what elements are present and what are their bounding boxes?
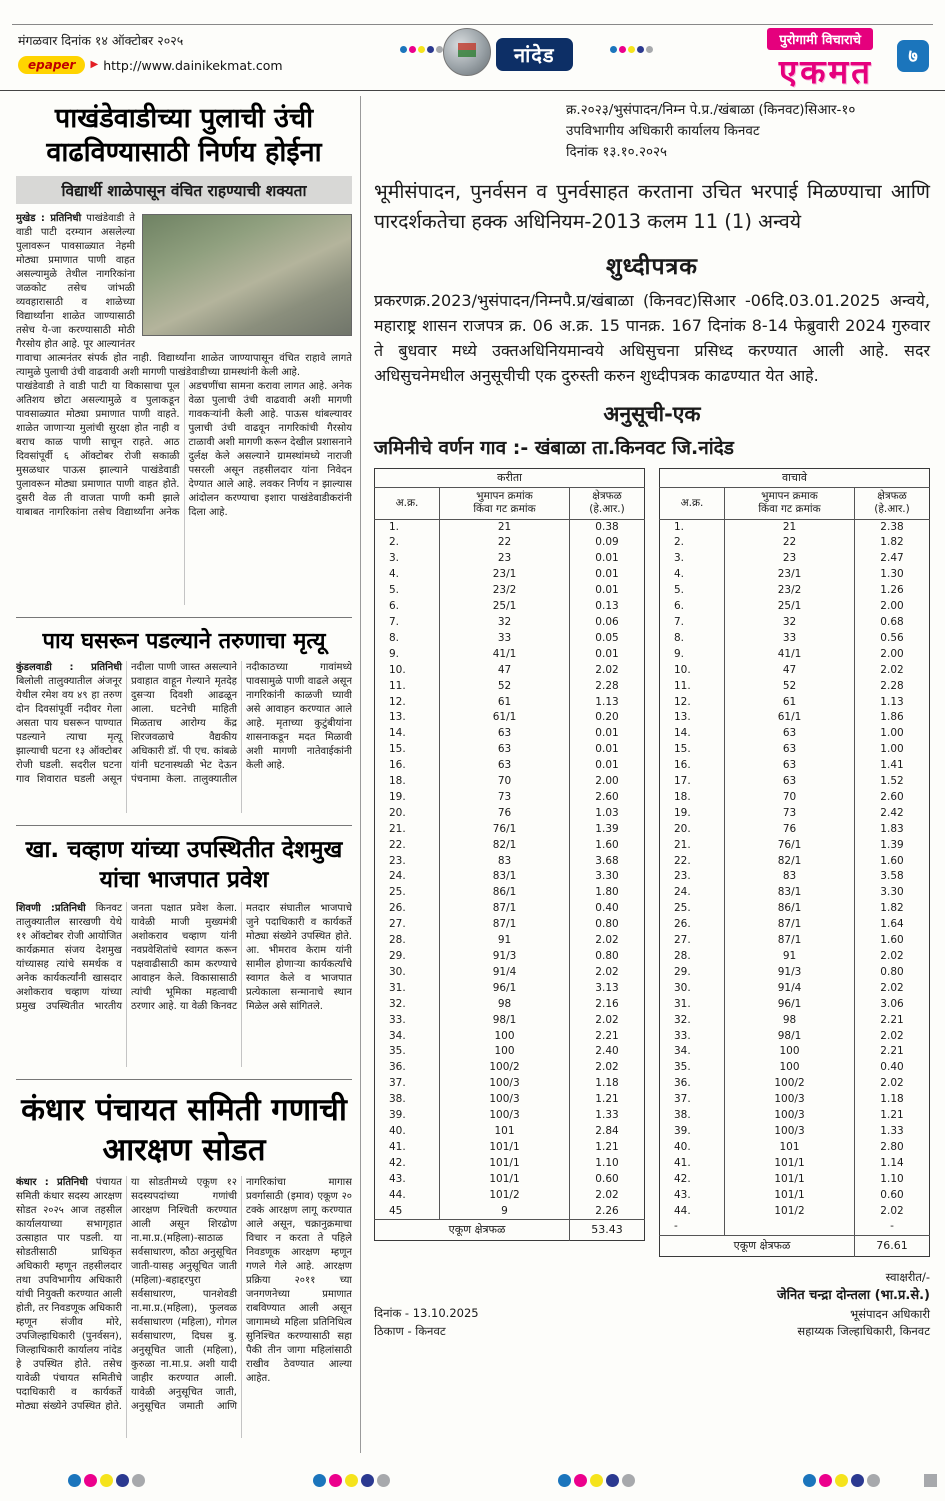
left-column: [16, 100, 352, 1450]
color-dot: [646, 46, 653, 53]
brand-tagline: पुरोगामी विचाराचे: [767, 28, 873, 50]
color-dot: [590, 1474, 603, 1487]
legal-notice: [374, 100, 930, 1340]
page-number-badge: ७: [897, 40, 929, 72]
notice-paragraph: प्रकरणक्र.2023/भुसंपादन/निम्नपै.प्र/खंबाळा (किनवट)सिआर -06दि.03.01.2025 अन्वये, महाराष्ट्र शासन राजपत्र क्र. 06 अ.क्र. 15 पानक्र. 167 दिनांक 8-14 फेब्रुवारी 2024 गुरुवार ते बुधवार मध्ये उक्तअधिनियमान्वये अधिसुचना प्रसिध्द करण्यात आली आहे. सदर अधिसुचनेमधील अनुसूचीची एक दुरुस्ती करुन शुध्दीपत्रक काढण्यात येत आहे.: [374, 291, 930, 385]
article-lead-text: पाखंडेवाडी ते वाडी पाटी दरम्यान असलेल्या पुलावरून पावसाळ्यात नेहमी मोठ्या प्रमाणात पाणी वाहत असल्यामुळे तेथील नागरिकांना जळकोट तसेच जांभळी व्यवहारासाठी व शाळेच्या विद्यार्थ्यांना शाळेत जाण्यासाठी तसेच ये-जा करण्यासाठी मोठी गैरसोय होत आहे. पूर आल्यानंतर गावाचा आत्मनंतर संपर्क होत नाही. विद्यार्थ्यांना शाळेत जाण्यापासून वंचित राहावे लागते त्यामुळे पुलाची उंची वाढवावी अशी मागणी पाखंडेवाडीच्या ग्रामस्थांनी केली आहे.: [16, 212, 352, 378]
schedule-title: अनुसूची-एक: [603, 402, 701, 427]
notice-reference-block: [566, 100, 930, 163]
article-text: पंचायत समिती कंधार सदस्य आरक्षण सोडत २०२५ आज तहसील कार्यालयाच्या सभागृहात उत्साहात पार पडली. या सोडतीसाठी प्राधिकृत अधिकारी म्हणून तहसीलदार तथा उपविभागीय अधिकारी यांची नियुक्ती करण्यात आली होती, तर निवडणूक अधिकारी म्हणून संजीव मोरे, उपजिल्हाधिकारी (पुनर्वसन), जिल्हाधिकारी कार्यालय नांदेड हे उपस्थित होते. तसेच यावेळी पंचायत समितीचे पदाधिकारी व कार्यकर्ते मोठ्या संख्येने उपस्थित होते. या सोडतीमध्ये एकूण १२ सदस्यपदांच्या गणांची आरक्षण निश्चिती करण्यात आली असून शिरढोण ना.मा.प्र.(महिला)-साठाळ सर्वसाधारण, कौठा अनुसूचित जाती-यासह अनुसूचित जाती (महिला)-बहाद्दरपुरा सर्वसाधारण, पानशेवडी ना.मा.प्र.(महिला), फुलवळ सर्वसाधारण (महिला), गोगल सर्वसाधारण, दिघस बु. अनुसूचित जाती (महिला), कुरुळा ना.मा.प्र. अशी यादी जाहीर करण्यात आली. यावेळी अनुसूचित जाती, अनुसूचित जमाती आणि नागरिकांचा मागास प्रवर्गासाठी (इमाव) एकूण २० टक्के आरक्षण लागू करण्यात आले असून, चक्रानुक्रमाचा विचार न करता ते पहिले निवडणूक आरक्षण म्हणून गणले गेले आहे. आरक्षण प्रक्रिया २०११ च्या जनगणनेच्या प्रमाणात राबविण्यात आली असून जागामध्ये महिला प्रतिनिधित्व सुनिश्चित करण्यासाठी सहा पैकी तीन जागा महिलांसाठी राखीव ठेवण्यात आल्या आहेत.: [16, 1177, 352, 1413]
color-dot: [409, 46, 416, 53]
color-dot: [610, 46, 617, 53]
color-dot: [427, 46, 434, 53]
color-dot: [803, 1474, 816, 1487]
color-dot: [819, 1474, 832, 1487]
color-dot: [313, 1474, 326, 1487]
color-dot: [619, 46, 626, 53]
signatory-role: भूसंपादन अधिकारी: [850, 1306, 930, 1321]
article-headline: कंधार पंचायत समिती गणाची आरक्षण सोडत: [21, 1091, 347, 1169]
color-dot: [132, 1474, 145, 1487]
notice-ref-line: उपविभागीय अधिकारी कार्यालय किनवट: [566, 122, 760, 139]
signatory-name: जेनित चन्द्रा दोन्तला (भा.प्र.से.): [776, 1288, 930, 1304]
color-dot: [558, 1474, 571, 1487]
color-dot: [84, 1474, 97, 1487]
color-dot: [637, 46, 644, 53]
registration-marks: [558, 1474, 635, 1487]
header-color-dots-right: [610, 46, 653, 53]
color-dot: [361, 1474, 374, 1487]
byline: कंधार : प्रतिनिधी: [16, 1177, 88, 1189]
color-dot: [329, 1474, 342, 1487]
article-text: बिलोली तालुक्यातील अंजनूर येथील रमेश वय ४९ हा तरुण दोन दिवसांपूर्वी नदीवर गेला असता पाय घसरून पाण्यात पडल्याने त्याचा मृत्यू झाल्याची घटना १३ ऑक्टोबर रोजी घडली. सदरील घटना गाव शिवारात घडली असून नदीला पाणी जास्त असल्याने प्रवाहात वाहून गेल्याने मृतदेह दुसऱ्या दिवशी आढळून आला. घटनेची माहिती मिळताच आरोग्य केंद्र शिरजवळाचे वैद्यकीय अधिकारी डॉ. पी एच. कांबळे यांनी घटनास्थळी भेट देऊन पंचनामा केला. तालुक्यातील नदीकाठच्या गावांमध्ये पावसामुळे पाणी वाढले असून नागरिकांनी काळजी घ्यावी असे आवाहन करण्यात आले आहे. मृताच्या कुटुंबीयांना शासनाकडून मदत मिळावी अशी मागणी नातेवाईकांनी केली आहे.: [16, 662, 352, 785]
article-text: किनवट तालुक्यातील सारखणी येथे ११ ऑक्टोबर रोजी आयोजित कार्यक्रमात संजय देशमुख यांच्यासह त्यांचे समर्थक व अनेक कार्यकर्त्यांनी खासदार अशोकराव चव्हाण यांच्या प्रमुख उपस्थितीत भारतीय जनता पक्षात प्रवेश केला. यावेळी माजी मुख्यमंत्री अशोकराव चव्हाण यांनी नवप्रवेशितांचे स्वागत करून पक्षवाढीसाठी काम करण्याचे आवाहन केले. विकासासाठी त्यांची भूमिका महत्वाची ठरणार आहे. या वेळी किनवट मतदार संघातील भाजपाचे जुने पदाधिकारी व कार्यकर्ते मोठ्या संख्येने उपस्थित होते. आ. भीमराव केराम यांनी सामील होणाऱ्या कार्यकर्त्यांचे स्वागत केले व भाजपात प्रत्येकाला सन्मानाचे स्थान मिळेल असे सांगितले.: [16, 902, 352, 1012]
color-dot: [606, 1474, 619, 1487]
article-body: [16, 902, 352, 1067]
color-dot: [377, 1474, 390, 1487]
color-dot: [851, 1474, 864, 1487]
article-headline: खा. चव्हाण यांच्या उपस्थितीत देशमुख यांचा भाजपात प्रवेश: [25, 837, 343, 893]
signatory-role: सहाय्यक जिल्हाधिकारी, किनवट: [797, 1324, 930, 1339]
notice-ref-line: दिनांक १३.१०.२०२५: [566, 143, 668, 160]
color-dot: [628, 46, 635, 53]
table-vachave: वाचावे अ.क्र. भुमापन क्रमाक किंवा गट क्रमांक क्षेत्रफळ (हे.आर.) 1. 21 2.38 2. 22 1.82 3. 23 2.47 4. 23/1 1.30 5. 23/2 1.26 6. 25/1 2.00 7. 32 0.68 8. 33 0.56 9. 41/1 2.00 10. 47 2.02 11. 52 2.28 12. 61 1.13 13. 61/1 1.86 14. 63 1.00 15. 63 1.00 16. 63 1.41 17. 63 1.52 18. 70 2.60 19. 73 2.42 20. 76 1.83 21. 76/1 1.39 22. 82/1 1.60 23. 83 3.58 24. 83/1 3.30 25. 86/1 1.82 26. 87/1 1.64 27. 87/1 1.60 28. 91 2.02 29. 91/3 0.80 30. 91/4 2.02 31. 96/1 3.06 32. 98 2.21 33. 98/1 2.02 34. 100 2.21 35. 100 0.40 36. 100/2 2.02 37. 100/3 1.18 38. 100/3 1.21 39. 100/3 1.33 40. 101 2.80 41. 101/1 1.14 42. 101/1 1.10 43. 101/1 0.60 44. 101/2 2.02 - - एकूण क्षेत्रफळ 76.61: [659, 468, 930, 1257]
byline: शिवणी :प्रतिनिधी: [16, 902, 86, 914]
notice-footer: [374, 1269, 930, 1340]
color-dot: [436, 46, 443, 53]
schedule-tables: [374, 468, 930, 1257]
article-bjp-entry: [16, 825, 352, 1077]
article-body: पाखंडेवाडी ते वाडी पाटी या विकासाचा पूल अतिशय छोटा असल्यामुळे व पुलाकडून पावसाळ्यात मोठ्या प्रमाणात पाणी वाहते. शाळेत जाणाऱ्या मुलांची सुरक्षा होत नाही व बराच काळ पाणी साचून राहते. आठ दिवसांपूर्वी ६ ऑक्टोबर रोजी सकाळी मुसळधार पाऊस झाल्याने पाखंडेवाडी पुलावरून मोठ्या प्रमाणात पाणी वाहत होते. दुसरी वेळ ती वाजता पाणी कमी झाले याबाबत नागरिकांना तसेच विद्यार्थ्यांना अनेक अडचणींचा सामना करावा लागत आहे. अनेक वेळा पुलाची उंची वाढवावी अशी मागणी गावकऱ्यांनी केली आहे. पाऊस थांबल्यावर पुलाची उंची वाढवून नागरिकांची गैरसोय टाळावी अशी मागणी करून देखील प्रशासनाने दुर्लक्ष केले असल्याने ग्रामस्थांमध्ये नाराजी पसरली असून तहसीलदार यांना निवेदन देण्यात आले आहे. लवकर निर्णय न झाल्यास आंदोलन करण्याचा इशारा पाखंडेवाडीकरांनी दिला आहे.: [16, 380, 352, 518]
signature-block: [777, 1269, 930, 1340]
color-dot: [622, 1474, 635, 1487]
color-dot: [574, 1474, 587, 1487]
article-subhead: विद्यार्थी शाळेपासून वंचित राहण्याची शक्यता: [16, 176, 352, 204]
notice-title: शुध्दीपत्रक: [606, 254, 698, 281]
arrow-icon: ▶: [90, 59, 99, 70]
table-karita: करीता अ.क्र. भुमापन क्रमांक किंवा गट क्रमांक क्षेत्रफळ (हे.आर.) 1. 21 0.38 2. 22 0.09 3. 23 0.01 4. 23/1 0.01 5. 23/2 0.01 6. 25/1 0.13 7. 32 0.06 8. 33 0.05 9. 41/1 0.01 10. 47 2.02 11. 52 2.28 12. 61 1.13 13. 61/1 0.20 14. 63 0.01 15. 63 0.01 16. 63 0.01 18. 70 2.00 19. 73 2.60 20. 76 1.03 21. 76/1 1.39 22. 82/1 1.60 23. 83 3.68 24. 83/1 3.30 25. 86/1 1.80 26. 87/1 0.40 27. 87/1 0.80 28. 91 2.02 29. 91/3 0.80 30. 91/4 2.02 31. 96/1 3.13 32. 98 2.16 33. 98/1 2.02 34. 100 2.21 35. 100 2.40 36. 100/2 2.02 37. 100/3 1.18 38. 100/3 1.21 39. 100/3 1.33 40. 101 2.84 41. 101/1 1.21 42. 101/1 1.10 43. 101/1 0.60 44. 101/2 2.02 45 9 2.26 एकूण क्षेत्रफळ 53.43: [374, 468, 645, 1241]
color-dot: [116, 1474, 129, 1487]
header-color-dots-left: [400, 46, 443, 53]
article-pakhandewadi-bridge: [16, 100, 352, 615]
epaper-badge[interactable]: epaper: [18, 56, 85, 74]
color-dot: [867, 1474, 880, 1487]
registration-marks: [68, 1474, 145, 1487]
column-divider: [360, 96, 361, 1453]
city-emblem-logo: [443, 28, 491, 76]
village-description-line: जमिनीचे वर्णन गाव :- खंबाळा ता.किनवट जि.नांदेड: [374, 437, 734, 460]
color-dot: [345, 1474, 358, 1487]
color-dot: [835, 1474, 848, 1487]
table-vachave-box: [659, 468, 930, 1257]
notice-ref-line: क्र.२०२३/भुसंपादन/निम्न पे.प्र./खंबाळा (किनवट)सिआर-१०: [566, 102, 856, 118]
edition-badge: नांदेड: [496, 38, 573, 71]
flood-river-photo: [142, 214, 352, 336]
color-dot: [418, 46, 425, 53]
byline: मुखेड : प्रतिनिधी: [16, 212, 82, 224]
notice-date-place: [374, 1304, 479, 1341]
epaper-row: [18, 56, 283, 74]
article-headline: पाय घसरून पडल्याने तरुणाचा मृत्यू: [42, 628, 326, 654]
color-dot: [68, 1474, 81, 1487]
act-heading: भूमीसंपादन, पुनर्वसन व पुनर्वसाहत करताना उचित भरपाई मिळण्याचा आणि पारदर्शकतेचा हक्क अधिनियम-2013 कलम 11 (1) अन्वये: [374, 179, 930, 233]
notice-place: ठिकाण - किनवट: [374, 1324, 446, 1339]
article-youth-drowning: [16, 617, 352, 824]
color-dot: [100, 1474, 113, 1487]
notice-date: दिनांक - 13.10.2025: [374, 1305, 479, 1320]
masthead: [0, 0, 945, 91]
article-lead: [16, 212, 352, 380]
table-karita-box: [374, 468, 645, 1241]
color-dot: [400, 46, 407, 53]
signature-label: स्वाक्षरीत/-: [885, 1270, 930, 1285]
article-headline: पाखंडेवाडीच्या पुलाची उंची वाढविण्यासाठी निर्णय होईना: [46, 103, 322, 168]
article-body: [16, 1176, 352, 1438]
brand-name: एकमत: [778, 52, 873, 91]
article-kandhar-reservation: [16, 1079, 352, 1449]
registration-marks: [313, 1474, 390, 1487]
byline: कुंडलवाडी : प्रतिनिधी: [16, 662, 122, 673]
epaper-url[interactable]: http://www.dainikekmat.com: [103, 57, 283, 73]
article-body: [16, 661, 352, 813]
registration-marks: [803, 1474, 880, 1487]
registration-gray-mark: [924, 1474, 937, 1487]
date-line: मंगळवार दिनांक १४ ऑक्टोबर २०२५: [18, 33, 184, 48]
